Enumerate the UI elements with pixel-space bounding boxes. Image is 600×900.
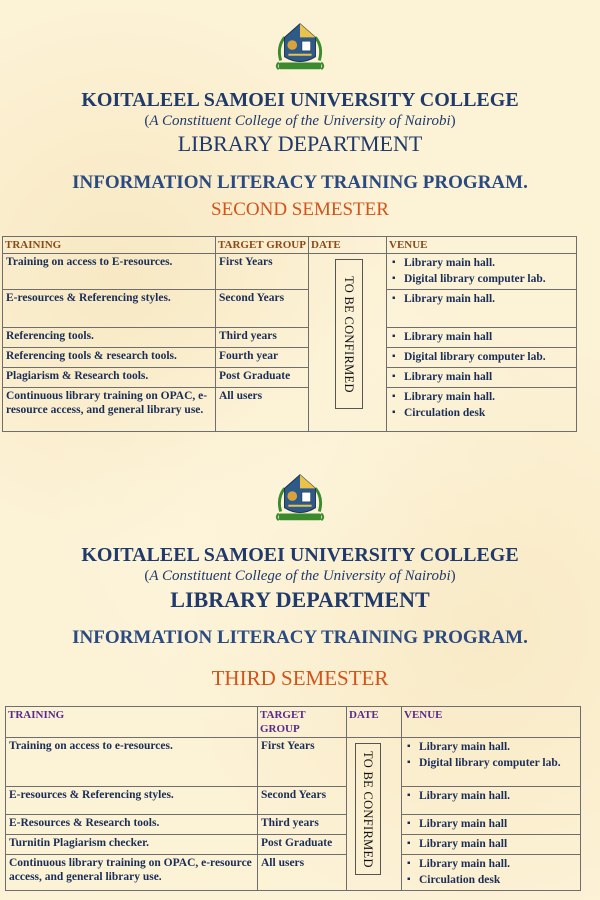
venue-cell — [387, 348, 577, 368]
training-cell: Continuous library training on OPAC, e-resource access, and general library use. — [3, 388, 216, 432]
column-header: TARGET GROUP — [258, 707, 347, 738]
program-title: INFORMATION LITERACY TRAINING PROGRAM. — [72, 627, 528, 648]
column-header: TRAINING — [3, 237, 216, 254]
venue-item: ▪ Digital library computer lab. — [390, 350, 573, 364]
table-row — [6, 835, 581, 855]
table-row — [3, 368, 577, 388]
university-crest-icon — [271, 18, 329, 76]
training-cell: E-resources & Referencing styles. — [6, 787, 258, 815]
table-row — [6, 787, 581, 815]
department-title: LIBRARY DEPARTMENT — [170, 587, 430, 612]
date-note: TO BE CONFIRMED — [342, 275, 356, 393]
column-header: TRAINING — [6, 707, 258, 738]
table-row — [6, 815, 581, 835]
column-header: VENUE — [387, 237, 577, 254]
venue-item: ▪ Digital library computer lab. — [405, 756, 577, 770]
venue-item: ▪ Library main hall. — [390, 256, 573, 270]
university-crest-icon — [271, 469, 329, 527]
venue-cell — [402, 835, 581, 855]
semester-title: THIRD SEMESTER — [211, 666, 389, 690]
target-group-cell: All users — [258, 855, 347, 891]
table-row — [6, 855, 581, 891]
venue-cell — [387, 368, 577, 388]
target-group-cell: Second Years — [258, 787, 347, 815]
venue-cell — [387, 254, 577, 290]
department-title: LIBRARY DEPARTMENT — [177, 131, 423, 156]
table-row — [3, 328, 577, 348]
table-row — [3, 348, 577, 368]
target-group-cell: Third years — [216, 328, 309, 348]
training-schedule-table — [2, 236, 577, 432]
semester-title: SECOND SEMESTER — [211, 199, 389, 220]
venue-cell — [402, 815, 581, 835]
constituent-note: (A Constituent College of the University of Nairobi) — [144, 113, 456, 129]
target-group-cell: Post Graduate — [258, 835, 347, 855]
training-cell: Training on access to E-resources. — [3, 254, 216, 290]
target-group-cell: All users — [216, 388, 309, 432]
program-title: INFORMATION LITERACY TRAINING PROGRAM. — [72, 172, 528, 193]
table-row — [3, 388, 577, 432]
date-note-box — [355, 743, 381, 875]
university-name: KOITALEEL SAMOEI UNIVERSITY COLLEGE — [81, 544, 519, 566]
venue-cell — [387, 328, 577, 348]
column-header: VENUE — [402, 707, 581, 738]
date-note: TO BE CONFIRMED — [361, 750, 375, 868]
venue-item: ▪ Library main hall. — [390, 292, 573, 306]
training-cell: E-resources & Referencing styles. — [3, 290, 216, 328]
venue-cell — [387, 388, 577, 432]
training-cell: Referencing tools & research tools. — [3, 348, 216, 368]
university-name: KOITALEEL SAMOEI UNIVERSITY COLLEGE — [81, 89, 519, 111]
venue-item: ▪ Circulation desk — [390, 406, 573, 420]
training-cell: E-Resources & Research tools. — [6, 815, 258, 835]
training-cell: Plagiarism & Research tools. — [3, 368, 216, 388]
venue-item: ▪ Library main hall. — [390, 390, 573, 404]
venue-item: ▪ Library main hall — [390, 370, 573, 384]
date-cell — [309, 254, 387, 432]
table-row — [3, 254, 577, 290]
training-cell: Referencing tools. — [3, 328, 216, 348]
venue-cell — [402, 738, 581, 787]
venue-item: ▪ Library main hall. — [405, 740, 577, 754]
column-header: DATE — [347, 707, 402, 738]
constituent-note: (A Constituent College of the University of Nairobi) — [144, 568, 456, 584]
target-group-cell: First Years — [216, 254, 309, 290]
venue-item: ▪ Library main hall. — [405, 789, 577, 803]
venue-item: ▪ Library main hall — [390, 330, 573, 344]
column-header: DATE — [309, 237, 387, 254]
venue-cell — [402, 855, 581, 891]
table-row — [3, 290, 577, 328]
venue-cell — [387, 290, 577, 328]
venue-item: ▪ Library main hall — [405, 837, 577, 851]
target-group-cell: First Years — [258, 738, 347, 787]
training-cell: Training on access to e-resources. — [6, 738, 258, 787]
training-cell: Turnitin Plagiarism checker. — [6, 835, 258, 855]
date-note-box — [335, 259, 363, 409]
venue-item: ▪ Digital library computer lab. — [390, 272, 573, 286]
target-group-cell: Post Graduate — [216, 368, 309, 388]
table-row — [6, 738, 581, 787]
venue-item: ▪ Circulation desk — [405, 873, 577, 887]
target-group-cell: Fourth year — [216, 348, 309, 368]
date-cell — [347, 738, 402, 891]
venue-item: ▪ Library main hall. — [405, 857, 577, 871]
column-header: TARGET GROUP — [216, 237, 309, 254]
target-group-cell: Second Years — [216, 290, 309, 328]
venue-cell — [402, 787, 581, 815]
training-cell: Continuous library training on OPAC, e-resource access, and general library use. — [6, 855, 258, 891]
training-schedule-table — [5, 706, 581, 891]
venue-item: ▪ Library main hall — [405, 817, 577, 831]
target-group-cell: Third years — [258, 815, 347, 835]
